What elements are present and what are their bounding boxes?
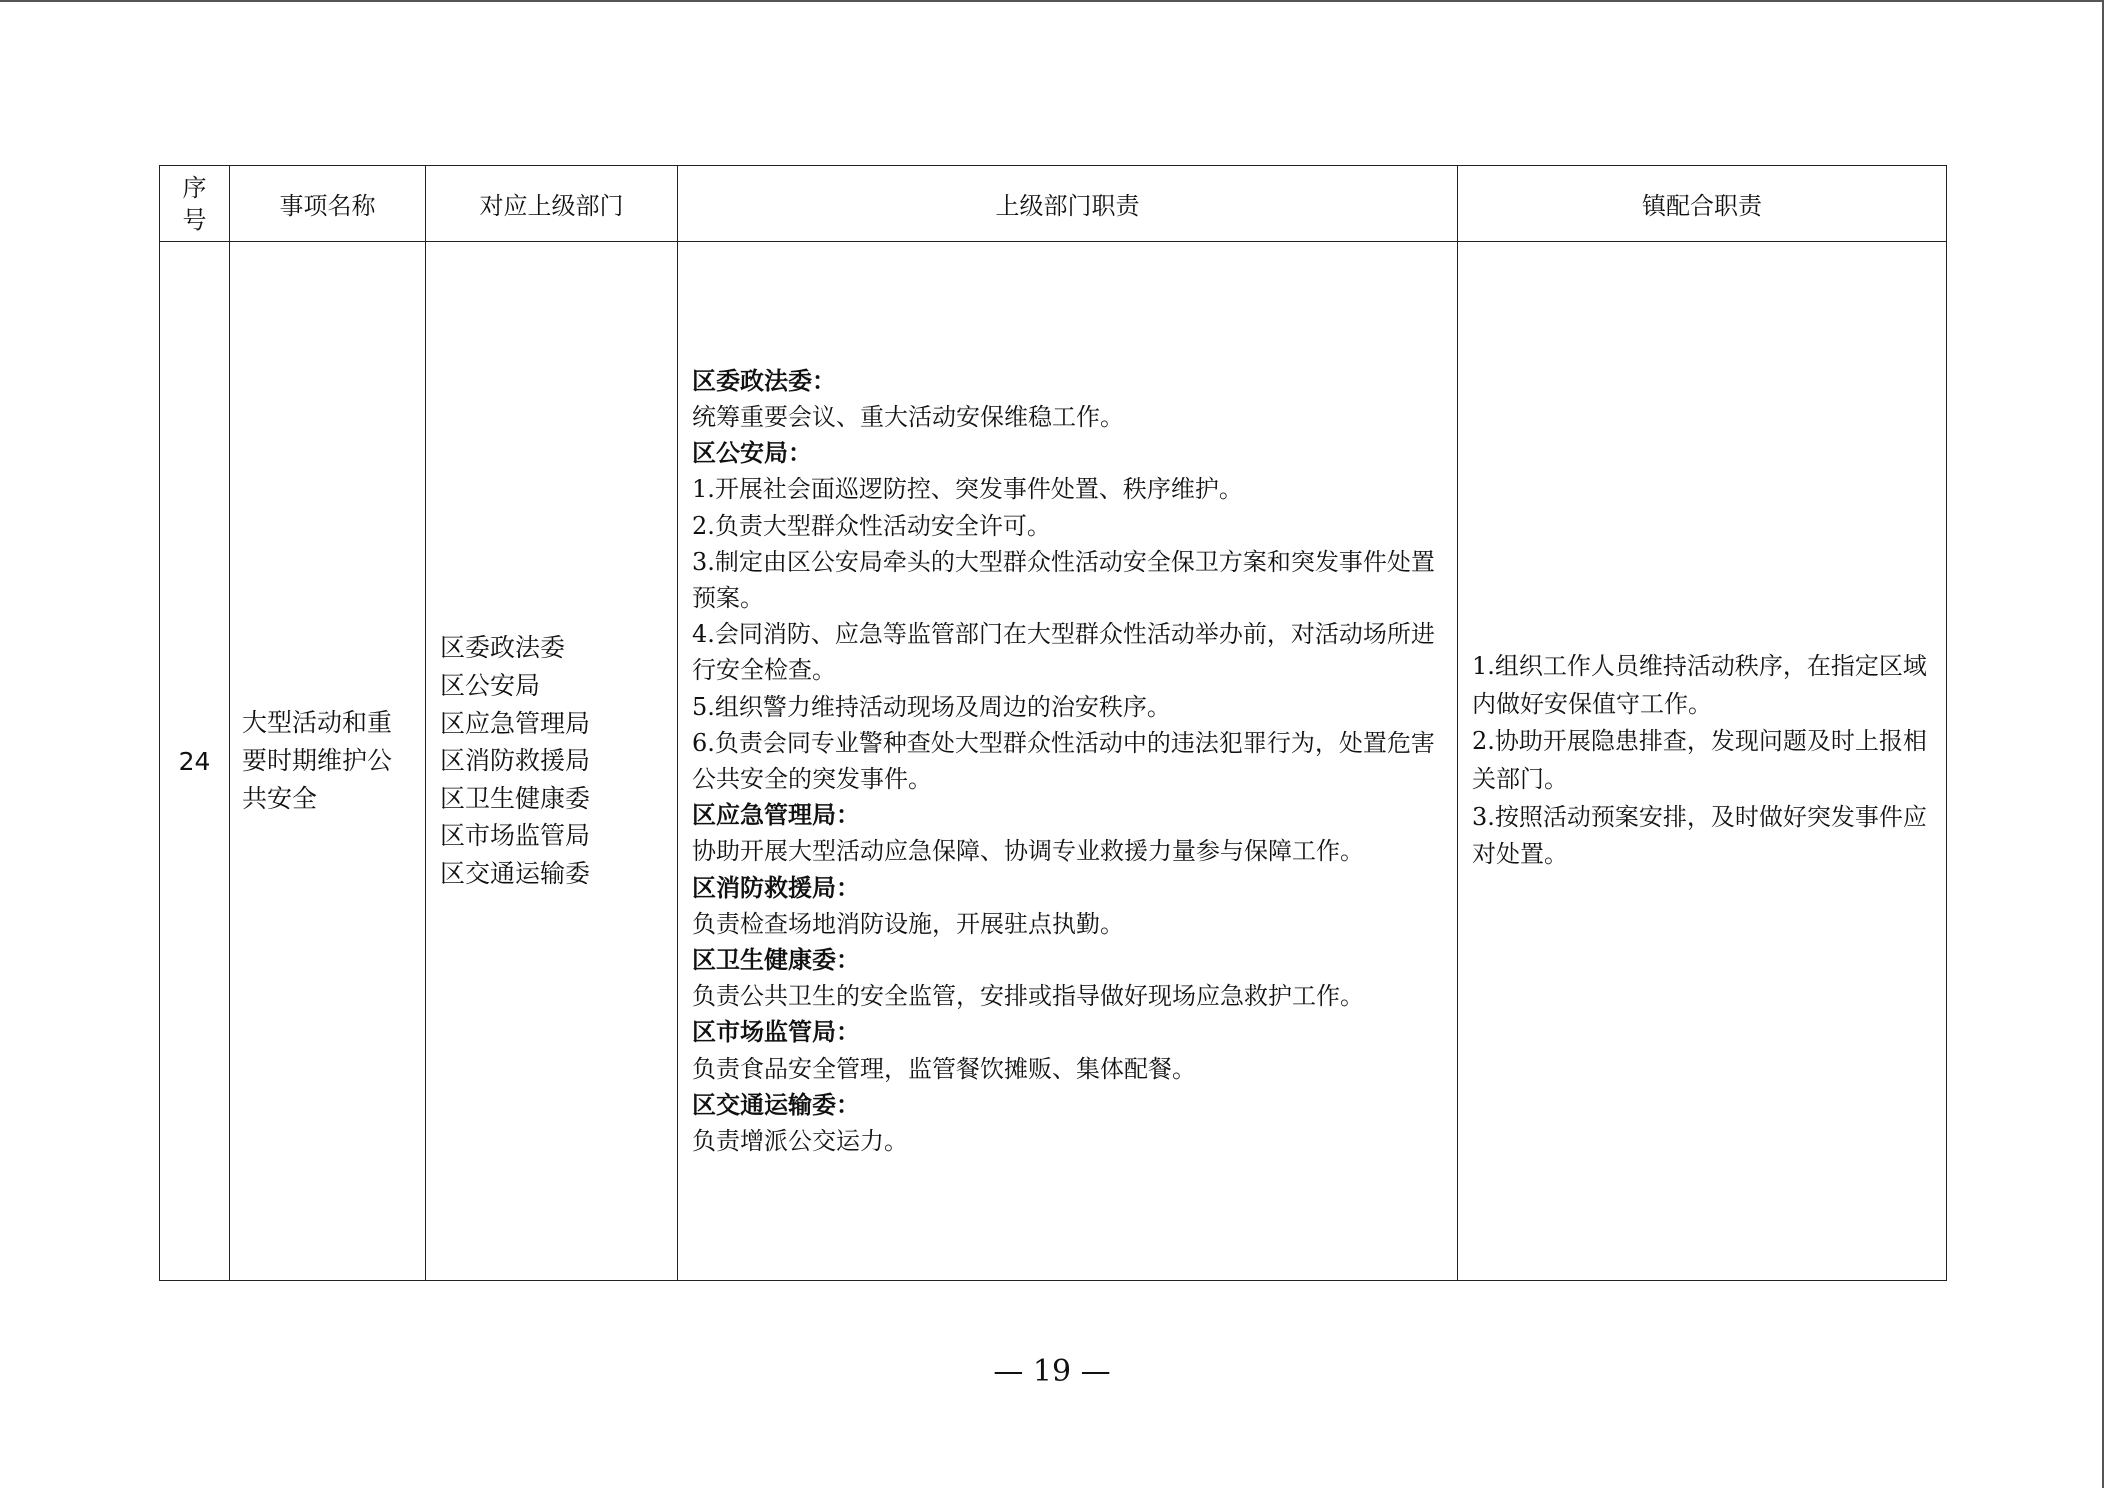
row-town-duties — [1458, 242, 1947, 1281]
duty-text: 负责食品安全管理，监管餐饮摊贩、集体配餐。 — [692, 1054, 1196, 1083]
duty-text: 负责检查场地消防设施，开展驻点执勤。 — [692, 909, 1124, 938]
town-duty-item: 2.协助开展隐患排查，发现问题及时上报相关部门。 — [1472, 727, 1927, 793]
duty-org-heading: 区交通运输委： — [692, 1090, 860, 1119]
row-superior-duties — [678, 242, 1458, 1281]
duty-text: 负责增派公交运力。 — [692, 1127, 908, 1156]
department-item: 区应急管理局 — [440, 708, 591, 738]
duty-text: 5.组织警力维持活动现场及周边的治安秩序。 — [692, 692, 1171, 721]
department-item: 区交通运输委 — [440, 858, 591, 888]
department-item: 区卫生健康委 — [440, 783, 591, 813]
row-departments — [426, 242, 678, 1281]
duty-org-heading: 区市场监管局： — [692, 1018, 860, 1047]
duty-org-heading: 区公安局： — [692, 439, 812, 468]
duty-text: 6.负责会同专业警种查处大型群众性活动中的违法犯罪行为，处置危害公共安全的突发事件。 — [692, 728, 1435, 793]
duty-table — [159, 165, 1947, 1281]
town-duty-item: 1.组织工作人员维持活动秩序，在指定区域内做好安保值守工作。 — [1472, 652, 1927, 718]
header-town-duty: 镇配合职责 — [1458, 166, 1947, 242]
department-item: 区市场监管局 — [440, 821, 591, 851]
duty-text: 统筹重要会议、重大活动安保维稳工作。 — [692, 402, 1124, 431]
duty-text: 4.会同消防、应急等监管部门在大型群众性活动举办前，对活动场所进行安全检查。 — [692, 620, 1435, 685]
duty-text: 1.开展社会面巡逻防控、突发事件处置、秩序维护。 — [692, 475, 1243, 504]
department-item: 区消防救援局 — [440, 746, 591, 776]
department-item: 区委政法委 — [440, 633, 566, 663]
duty-text: 2.负责大型群众性活动安全许可。 — [692, 511, 1051, 540]
duty-text: 协助开展大型活动应急保障、协调专业救援力量参与保障工作。 — [692, 837, 1364, 866]
department-item: 区公安局 — [440, 671, 541, 701]
duty-org-heading: 区委政法委： — [692, 366, 836, 395]
header-superior-duty: 上级部门职责 — [678, 166, 1458, 242]
duty-org-heading: 区应急管理局： — [692, 801, 860, 830]
table-header-row — [160, 166, 1947, 242]
page-number: — 19 — — [993, 1354, 1111, 1389]
duty-org-heading: 区卫生健康委： — [692, 946, 860, 975]
row-number: 24 — [160, 242, 230, 1281]
duty-text: 3.制定由区公安局牵头的大型群众性活动安全保卫方案和突发事件处置预案。 — [692, 547, 1435, 612]
duty-org-heading: 区消防救援局： — [692, 873, 860, 902]
header-item-name: 事项名称 — [230, 166, 426, 242]
table-row — [160, 242, 1947, 1281]
town-duty-item: 3.按照活动预案安排，及时做好突发事件应对处置。 — [1472, 802, 1927, 869]
row-item-name: 大型活动和重要时期维护公共安全 — [230, 242, 426, 1281]
header-number: 序 号 — [160, 166, 230, 242]
duty-text: 负责公共卫生的安全监管，安排或指导做好现场应急救护工作。 — [692, 982, 1364, 1011]
header-superior-dept: 对应上级部门 — [426, 166, 678, 242]
